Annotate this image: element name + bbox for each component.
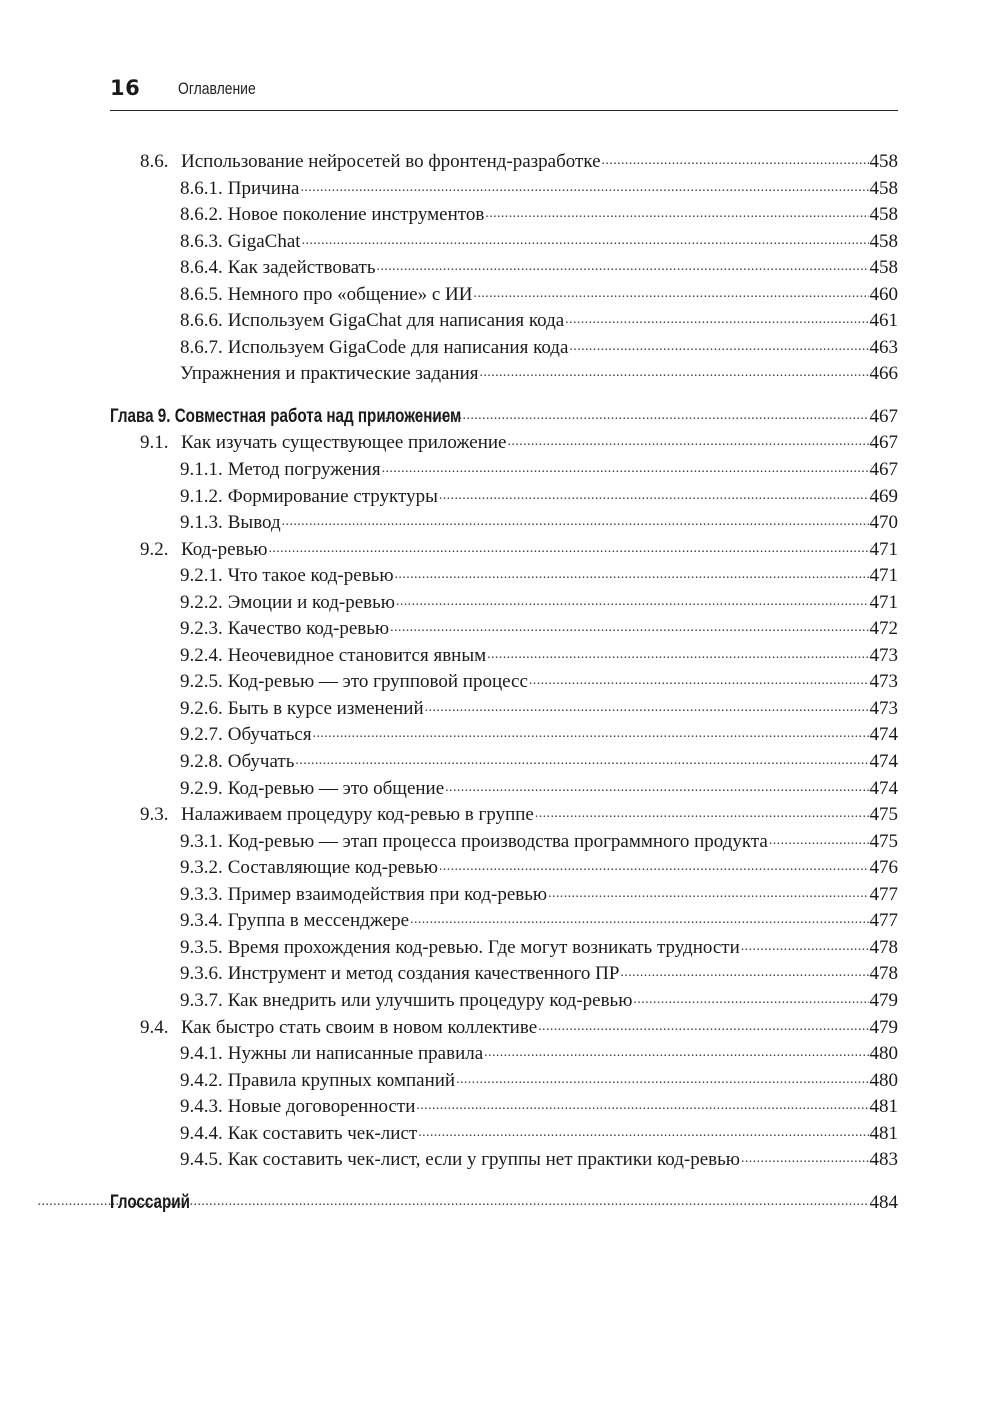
toc-entry-page: 478: [869, 963, 898, 985]
toc-entry-title: Как внедрить или улучшить процедуру код-ревью: [227, 989, 633, 1011]
dot-leader: [529, 668, 869, 687]
toc-entry-number: 9.4.: [140, 1016, 169, 1038]
dot-leader: [741, 1146, 869, 1165]
toc-entry-title: Новое поколение инструментов: [227, 204, 485, 226]
toc-entry-number: 8.6.6.: [180, 310, 223, 332]
toc-entry-page: 475: [869, 830, 898, 852]
toc-entry-title: Метод погружения: [227, 459, 381, 481]
toc-entry-number: 9.1.: [140, 432, 169, 454]
dot-leader: [377, 254, 869, 273]
toc-entry-page: 458: [869, 177, 898, 199]
toc-entry: [110, 429, 898, 456]
dot-leader: [439, 854, 869, 873]
toc-entry-page: 477: [869, 883, 898, 905]
toc-entry-title: Код-ревью: [181, 538, 268, 560]
toc-entry-page: 472: [869, 618, 898, 640]
dot-leader: [295, 748, 868, 767]
toc-entry-page: 474: [869, 777, 898, 799]
dot-leader: [416, 1093, 868, 1112]
dot-leader: [300, 175, 868, 194]
running-title: Оглавление: [178, 79, 256, 98]
toc-entry-page: 467: [869, 459, 898, 481]
dot-leader: [282, 509, 869, 528]
dot-leader: [377, 403, 869, 422]
toc-entry: [110, 854, 898, 881]
toc-entry: [110, 1014, 898, 1041]
toc-entry-number: 9.4.2.: [180, 1069, 223, 1091]
toc-entry-page: 474: [869, 724, 898, 746]
toc-entry-title: Правила крупных компаний: [227, 1069, 456, 1091]
toc-entry-number: 9.3.1.: [180, 830, 223, 852]
dot-leader: [741, 934, 869, 953]
toc-entry-title: Быть в курсе изменений: [227, 697, 424, 719]
toc-entry-page: 484: [869, 1191, 898, 1213]
dot-leader: [445, 775, 868, 794]
toc-entry: [110, 1120, 898, 1147]
toc-entry-page: 480: [869, 1043, 898, 1065]
toc-entry-page: 460: [869, 283, 898, 305]
toc-entry: [110, 960, 898, 987]
toc-entry-title: Группа в мессенджере: [227, 910, 410, 932]
dot-leader: [538, 1014, 868, 1033]
toc-entry: [110, 281, 898, 308]
toc-entry-title: Немного про «общение» с ИИ: [227, 283, 473, 305]
toc-entry: [110, 695, 898, 722]
toc-entry-title: Причина: [227, 177, 300, 199]
dot-leader: [548, 881, 868, 900]
toc-entry-page: 483: [869, 1149, 898, 1171]
toc-entry-title: Вывод: [227, 512, 281, 534]
toc-entry-title: GigaChat: [227, 230, 301, 252]
toc-entry-page: 481: [869, 1096, 898, 1118]
toc-entry-number: 9.2.6.: [180, 697, 223, 719]
toc-entry-page: 458: [869, 257, 898, 279]
toc-chapter-entry: [110, 403, 898, 430]
toc-entry-number: 9.2.9.: [180, 777, 223, 799]
toc-entry-page: 471: [869, 565, 898, 587]
dot-leader: [507, 429, 868, 448]
dot-leader: [439, 483, 869, 502]
toc-entry: [110, 254, 898, 281]
toc-entry-number: 9.2.2.: [180, 591, 223, 613]
toc-entry-number: 9.3.6.: [180, 963, 223, 985]
toc-entry: [110, 1040, 898, 1067]
toc-entry-number: 9.3.3.: [180, 883, 223, 905]
toc-entry-title: Качество код-ревью: [227, 618, 390, 640]
toc-entry: [110, 748, 898, 775]
toc-entry-page: 473: [869, 697, 898, 719]
toc-entry: [110, 668, 898, 695]
toc-entry-title: Использование нейросетей во фронтенд-разработке: [181, 151, 601, 172]
toc-entry-title: Как задействовать: [227, 257, 376, 279]
toc-entry: [110, 615, 898, 642]
toc-entry-page: 471: [869, 591, 898, 613]
dot-leader: [484, 1040, 868, 1059]
section-gap: [110, 387, 898, 403]
toc-entry-page: 467: [869, 432, 898, 454]
toc-entry-page: 481: [869, 1122, 898, 1144]
toc-entry-title: Код-ревью — это групповой процесс: [227, 671, 528, 693]
toc-entry-number: 9.1.2.: [180, 485, 223, 507]
dot-leader: [425, 695, 869, 714]
toc-entry-number: 9.4.4.: [180, 1122, 223, 1144]
toc-entry: [110, 456, 898, 483]
toc-entry-page: 477: [869, 910, 898, 932]
toc-entry: [110, 334, 898, 361]
toc-entry-number: 9.4.3.: [180, 1096, 223, 1118]
toc-entry: [110, 1067, 898, 1094]
toc-entry-title: Составляющие код-ревью: [227, 857, 438, 879]
toc-entry: [110, 360, 898, 387]
toc-entry-title: Эмоции и код-ревью: [227, 591, 395, 613]
toc-entry-title: Неочевидное становится явным: [227, 644, 487, 666]
toc-entry-page: 463: [869, 336, 898, 358]
toc-entry: [110, 775, 898, 802]
toc-entry-number: 9.2.4.: [180, 644, 223, 666]
toc-entry-title: Налаживаем процедуру код-ревью в группе: [181, 804, 534, 826]
toc-entry-number: 9.3.: [140, 804, 169, 826]
dot-leader: [382, 456, 869, 475]
toc-entry: [110, 828, 898, 855]
dot-leader: [268, 536, 868, 555]
toc-entry-number: 9.2.7.: [180, 724, 223, 746]
toc-entry: [110, 642, 898, 669]
toc-entry-number: 9.2.1.: [180, 565, 223, 587]
dot-leader: [390, 615, 868, 634]
toc-entry-number: 9.3.5.: [180, 936, 223, 958]
dot-leader: [396, 589, 869, 608]
toc-entry: [110, 881, 898, 908]
toc-entry: [110, 228, 898, 255]
toc-entry: [110, 536, 898, 563]
toc-entry-title: Упражнения и практические задания: [180, 363, 479, 385]
toc-entry-number: 9.2.8.: [180, 751, 223, 773]
toc-entry-title: Глоссарий: [110, 1191, 190, 1213]
toc-entry-number: 8.6.4.: [180, 257, 223, 279]
toc-entry-number: 8.6.3.: [180, 230, 223, 252]
toc-entry-title: Время прохождения код-ревью. Где могут возникать трудности: [227, 936, 740, 958]
dot-leader: [313, 721, 869, 740]
toc-entry: [110, 148, 898, 175]
toc-entry-title: Как составить чек-лист: [227, 1122, 418, 1144]
dot-leader: [602, 148, 869, 167]
toc-entry-title: Используем GigaChat для написания кода: [227, 310, 565, 332]
toc-entry-number: 9.2.3.: [180, 618, 223, 640]
table-of-contents: [110, 148, 898, 1215]
toc-entry-title: Глава 9. Совместная работа над приложением: [110, 405, 462, 427]
toc-entry-title: Обучать: [227, 751, 295, 773]
toc-entry-page: 478: [869, 936, 898, 958]
toc-entry-number: 9.3.4.: [180, 910, 223, 932]
page-number: 16: [110, 76, 141, 100]
toc-entry: [110, 934, 898, 961]
toc-entry: [110, 589, 898, 616]
toc-entry: [110, 987, 898, 1014]
toc-entry: [110, 509, 898, 536]
toc-entry-page: 476: [869, 857, 898, 879]
dot-leader: [480, 360, 869, 379]
toc-entry-title: Как составить чек-лист, если у группы нет практики код-ревью: [227, 1149, 740, 1171]
toc-entry-page: 475: [869, 804, 898, 826]
section-gap: [110, 1173, 898, 1189]
toc-entry-page: 470: [869, 512, 898, 534]
toc-entry-page: 480: [869, 1069, 898, 1091]
toc-entry-page: 474: [869, 751, 898, 773]
toc-entry-number: 9.2.5.: [180, 671, 223, 693]
toc-entry-title: Как быстро стать своим в новом коллективе: [181, 1016, 538, 1038]
toc-entry-title: Используем GigaCode для написания кода: [227, 336, 569, 358]
toc-entry-page: 479: [869, 989, 898, 1011]
toc-entry: [110, 1093, 898, 1120]
toc-entry-number: 9.3.7.: [180, 989, 223, 1011]
toc-entry-number: 9.2.: [140, 538, 169, 560]
toc-entry-title: Обучаться: [227, 724, 312, 746]
toc-entry-number: 9.1.3.: [180, 512, 223, 534]
toc-entry-page: 473: [869, 644, 898, 666]
toc-entry: [110, 307, 898, 334]
dot-leader: [633, 987, 868, 1006]
toc-entry: [110, 907, 898, 934]
toc-entry-page: 458: [869, 230, 898, 252]
toc-entry-number: 8.6.: [140, 151, 169, 172]
toc-entry-page: 461: [869, 310, 898, 332]
toc-entry-page: 479: [869, 1016, 898, 1038]
toc-entry-page: 471: [869, 538, 898, 560]
dot-leader: [535, 801, 869, 820]
dot-leader: [485, 201, 868, 220]
toc-entry-page: 458: [869, 204, 898, 226]
toc-entry: [110, 1146, 898, 1173]
dot-leader: [38, 1189, 869, 1208]
toc-entry-title: Инструмент и метод создания качественного ПР: [227, 963, 620, 985]
toc-chapter-entry: [110, 1189, 898, 1216]
toc-entry-number: 8.6.7.: [180, 336, 223, 358]
toc-entry-title: Формирование структуры: [227, 485, 438, 507]
toc-entry-title: Пример взаимодействия при код-ревью: [227, 883, 548, 905]
toc-entry-number: 8.6.5.: [180, 283, 223, 305]
toc-entry-page: 466: [869, 363, 898, 385]
page-header: [110, 72, 898, 111]
toc-entry-page: 469: [869, 485, 898, 507]
toc-entry-title: Код-ревью — это общение: [227, 777, 445, 799]
toc-entry-number: 9.4.1.: [180, 1043, 223, 1065]
toc-entry-number: 8.6.1.: [180, 177, 223, 199]
dot-leader: [565, 307, 868, 326]
dot-leader: [569, 334, 868, 353]
dot-leader: [395, 562, 869, 581]
toc-entry-title: Как изучать существующее приложение: [181, 432, 507, 454]
dot-leader: [487, 642, 868, 661]
toc-entry-title: Код-ревью — этап процесса производства программного продукта: [227, 830, 768, 852]
toc-entry: [110, 483, 898, 510]
dot-leader: [302, 228, 869, 247]
toc-entry-number: 9.3.2.: [180, 857, 223, 879]
toc-entry-number: 9.4.5.: [180, 1149, 223, 1171]
toc-entry-number: 9.1.1.: [180, 459, 223, 481]
toc-entry: [110, 721, 898, 748]
dot-leader: [418, 1120, 868, 1139]
dot-leader: [620, 960, 868, 979]
toc-entry-page: 473: [869, 671, 898, 693]
dot-leader: [473, 281, 868, 300]
dot-leader: [456, 1067, 868, 1086]
toc-entry-number: 8.6.2.: [180, 204, 223, 226]
toc-entry-page: 458: [869, 151, 898, 172]
toc-entry-page: 467: [869, 405, 898, 427]
dot-leader: [410, 907, 868, 926]
toc-entry: [110, 562, 898, 589]
toc-entry-title: Новые договоренности: [227, 1096, 416, 1118]
toc-entry: [110, 175, 898, 202]
toc-entry-title: Нужны ли написанные правила: [227, 1043, 484, 1065]
dot-leader: [769, 828, 869, 847]
toc-entry-title: Что такое код-ревью: [227, 565, 394, 587]
toc-entry: [110, 201, 898, 228]
toc-entry: [110, 801, 898, 828]
